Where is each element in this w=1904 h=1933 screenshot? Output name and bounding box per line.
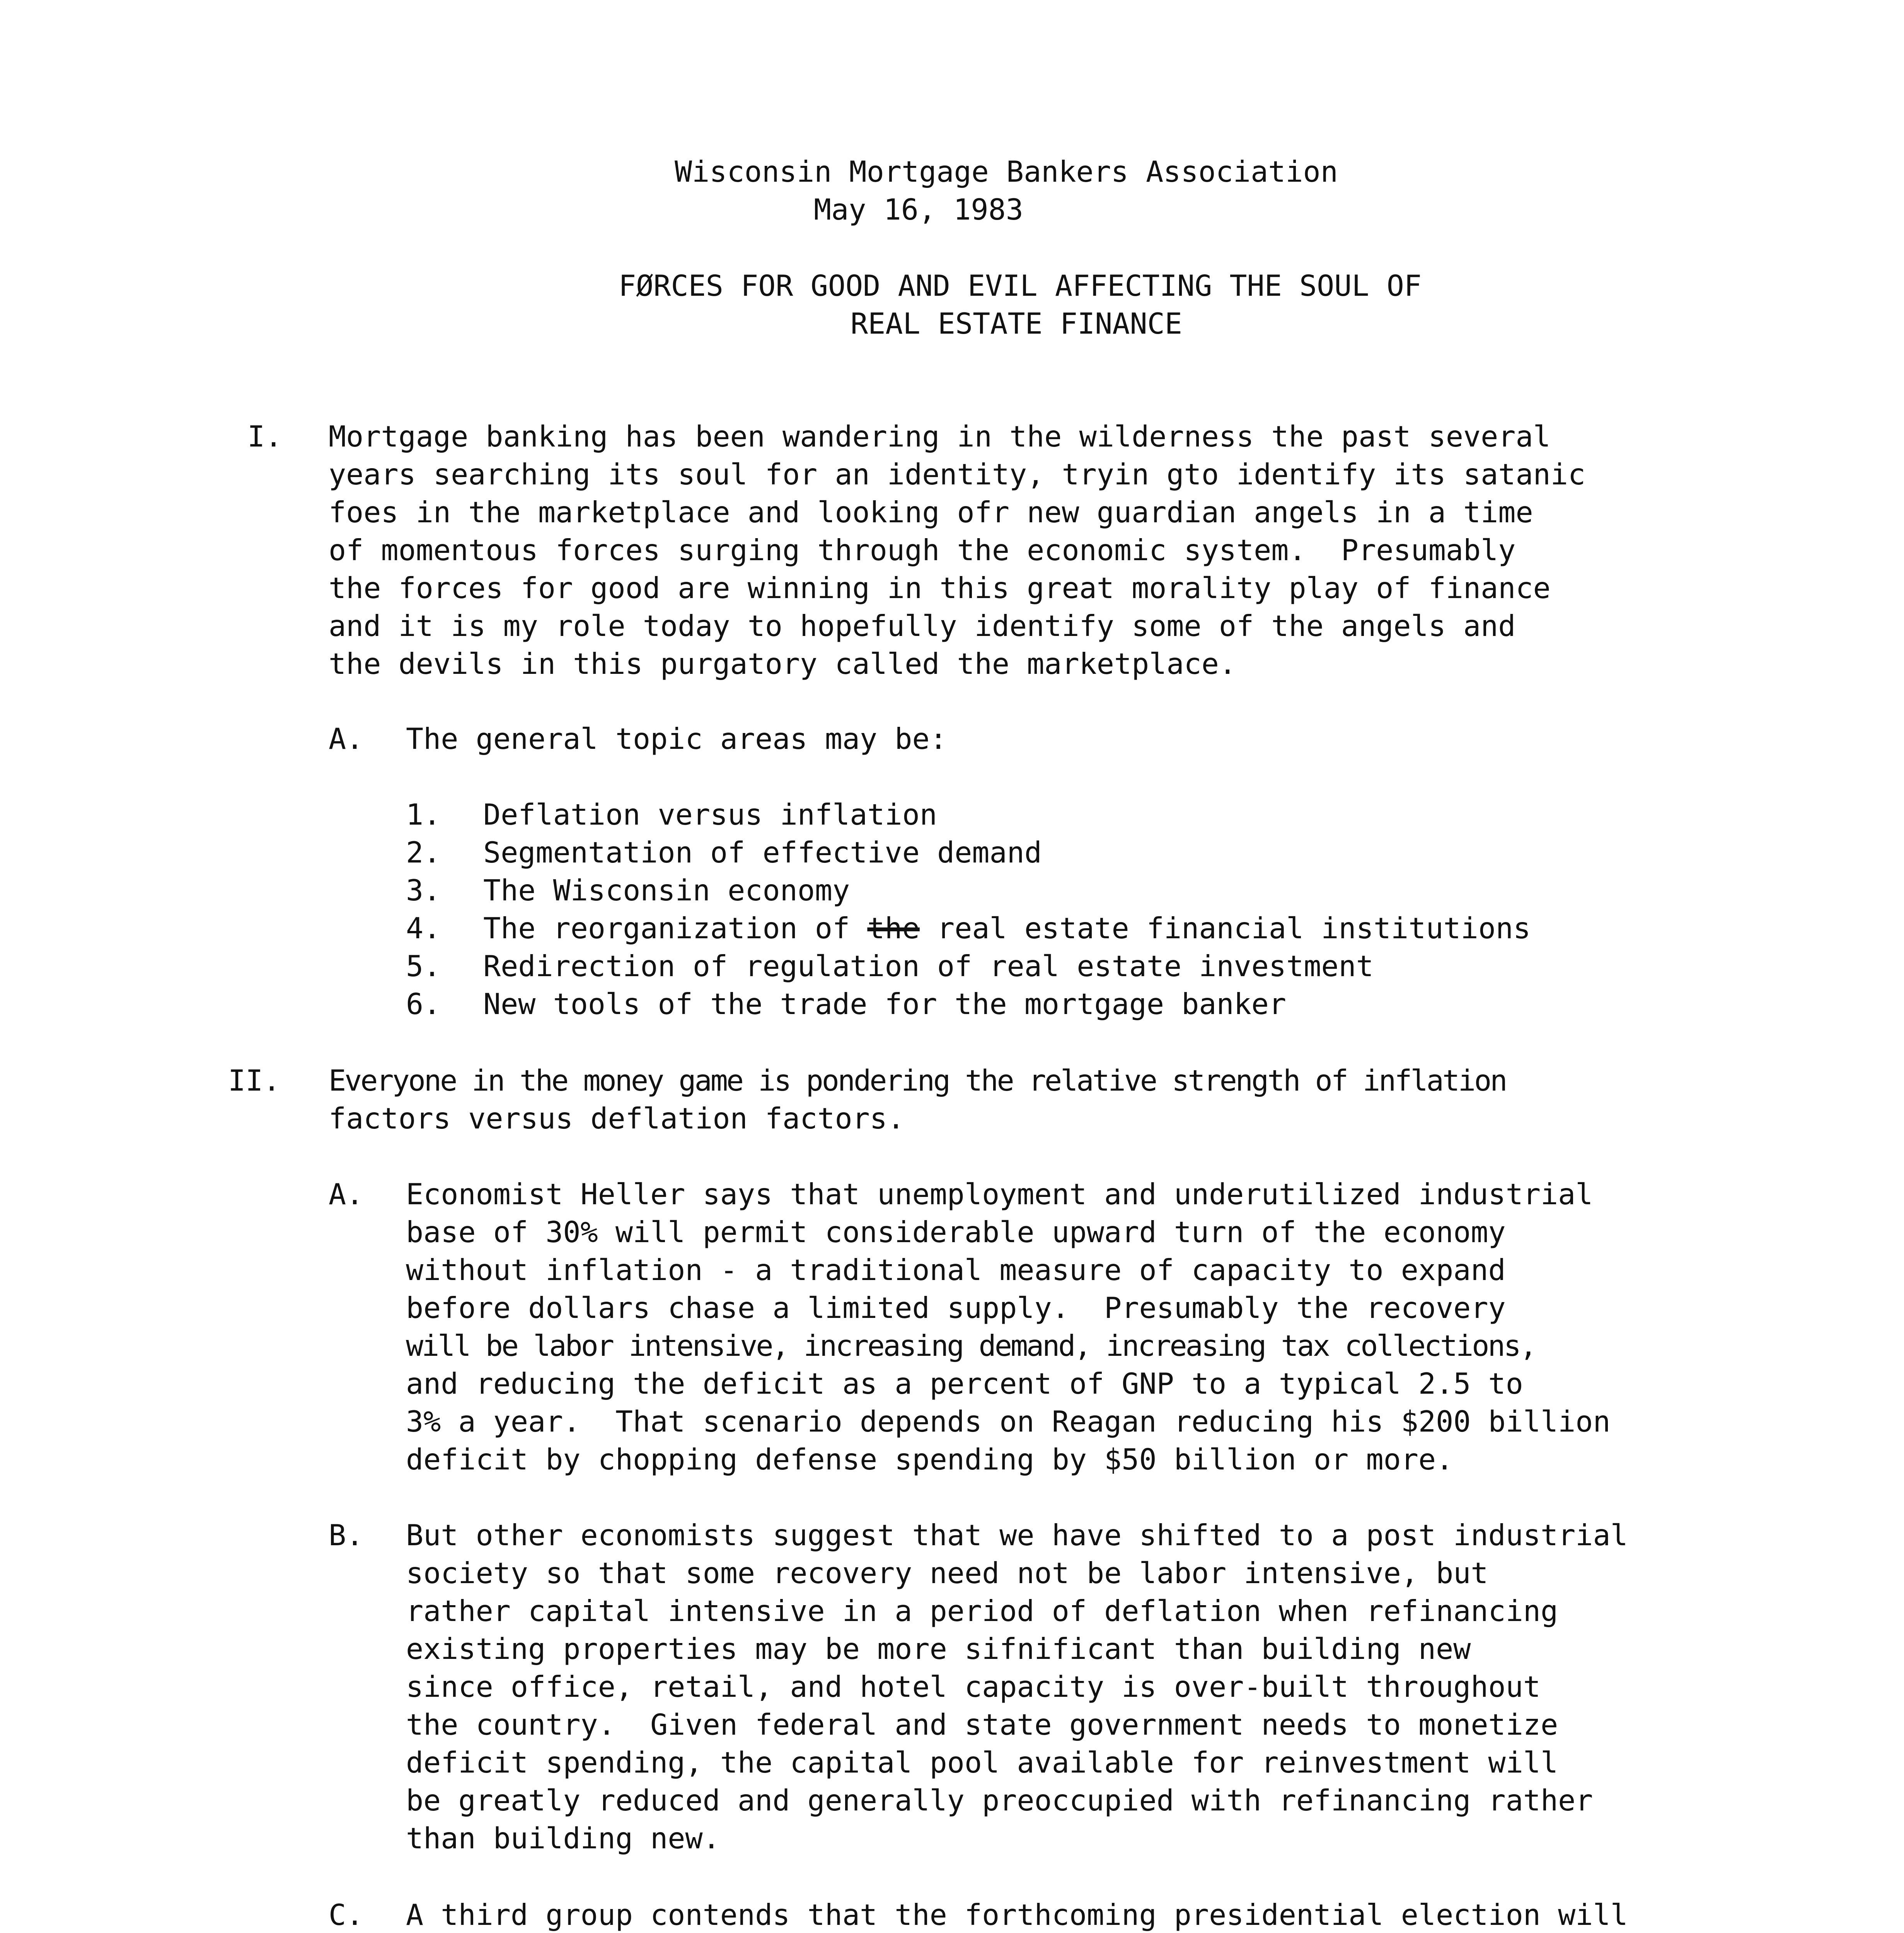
section-2a-line: Economist Heller says that unemployment and underutilized industrial bbox=[406, 1177, 1593, 1211]
section-1-numeral: I. bbox=[247, 419, 283, 453]
section-2a-line: deficit by chopping defense spending by $50 billion or more. bbox=[406, 1442, 1454, 1476]
section-2b-line: existing properties may be more sifnificant than building new bbox=[406, 1632, 1471, 1666]
section-2a-line: will be labor intensive, increasing demand, increasing tax collections, bbox=[406, 1329, 1536, 1363]
section-2-numeral: II. bbox=[228, 1064, 281, 1098]
section-1-line: Mortgage banking has been wandering in the wilderness the past several bbox=[329, 419, 1551, 453]
topic-number: 3. bbox=[406, 873, 441, 907]
section-2a-line: 3% a year. That scenario depends on Reagan reducing his $200 billion bbox=[406, 1405, 1611, 1439]
topic-item-text: real estate financial institutions bbox=[919, 911, 1531, 945]
section-2b-line: than building new. bbox=[406, 1821, 720, 1855]
topic-number: 1. bbox=[406, 798, 441, 832]
section-1-line: of momentous forces surging through the economic system. Presumably bbox=[329, 533, 1516, 567]
topic-item-text: The reorganization of bbox=[483, 911, 868, 945]
section-2b-line: be greatly reduced and generally preoccupied with refinancing rather bbox=[406, 1783, 1593, 1817]
section-2a-line: base of 30% will permit considerable upward turn of the economy bbox=[406, 1215, 1506, 1249]
section-2a-line: and reducing the deficit as a percent of GNP to a typical 2.5 to bbox=[406, 1367, 1523, 1401]
section-2b-line: the country. Given federal and state government needs to monetize bbox=[406, 1708, 1558, 1742]
topic-item bbox=[483, 909, 1531, 947]
section-1-line: the devils in this purgatory called the marketplace. bbox=[329, 647, 1236, 681]
section-1-line: and it is my role today to hopefully identify some of the angels and bbox=[329, 609, 1516, 643]
document-title-line-1: FØRCES FOR GOOD AND EVIL AFFECTING THE SOUL OF bbox=[619, 269, 1422, 303]
organization-name: Wisconsin Mortgage Bankers Association bbox=[675, 155, 1338, 189]
section-2a-line: without inflation - a traditional measure of capacity to expand bbox=[406, 1253, 1506, 1287]
section-2b-line: deficit spending, the capital pool available for reinvestment will bbox=[406, 1745, 1558, 1780]
topic-item: Redirection of regulation of real estate investment bbox=[483, 949, 1374, 983]
section-1a-letter: A. bbox=[329, 722, 364, 756]
topic-number: 4. bbox=[406, 911, 441, 945]
section-1a-text: The general topic areas may be: bbox=[406, 722, 947, 756]
struck-word: the bbox=[867, 911, 920, 945]
section-2b-line: since office, retail, and hotel capacity is over-built throughout bbox=[406, 1670, 1541, 1704]
topic-item: Deflation versus inflation bbox=[483, 798, 937, 832]
section-1-line: years searching its soul for an identity, tryin gto identify its satanic bbox=[329, 457, 1586, 491]
topic-item: Segmentation of effective demand bbox=[483, 835, 1042, 869]
document-title-line-2: REAL ESTATE FINANCE bbox=[851, 307, 1182, 341]
topic-number: 2. bbox=[406, 835, 441, 869]
section-1-line: the forces for good are winning in this great morality play of finance bbox=[329, 571, 1551, 605]
section-2a-line: before dollars chase a limited supply. Presumably the recovery bbox=[406, 1291, 1506, 1325]
section-2c-letter: C. bbox=[329, 1898, 364, 1932]
section-2b-line: society so that some recovery need not be labor intensive, but bbox=[406, 1556, 1488, 1590]
topic-number: 5. bbox=[406, 949, 441, 983]
topic-item: New tools of the trade for the mortgage banker bbox=[483, 987, 1287, 1021]
section-2b-line: rather capital intensive in a period of deflation when refinancing bbox=[406, 1594, 1558, 1628]
section-1-line: foes in the marketplace and looking ofr new guardian angels in a time bbox=[329, 495, 1533, 529]
topic-number: 6. bbox=[406, 987, 441, 1021]
section-2a-letter: A. bbox=[329, 1177, 364, 1211]
document-date: May 16, 1983 bbox=[814, 193, 1023, 227]
topic-item: The Wisconsin economy bbox=[483, 873, 850, 907]
section-2b-line: But other economists suggest that we have shifted to a post industrial bbox=[406, 1518, 1628, 1552]
section-2-line: factors versus deflation factors. bbox=[329, 1101, 905, 1135]
section-2b-letter: B. bbox=[329, 1518, 364, 1552]
section-2-line: Everyone in the money game is pondering the relative strength of inflation bbox=[329, 1064, 1506, 1098]
section-2c-line: A third group contends that the forthcoming presidential election will bbox=[406, 1898, 1628, 1932]
